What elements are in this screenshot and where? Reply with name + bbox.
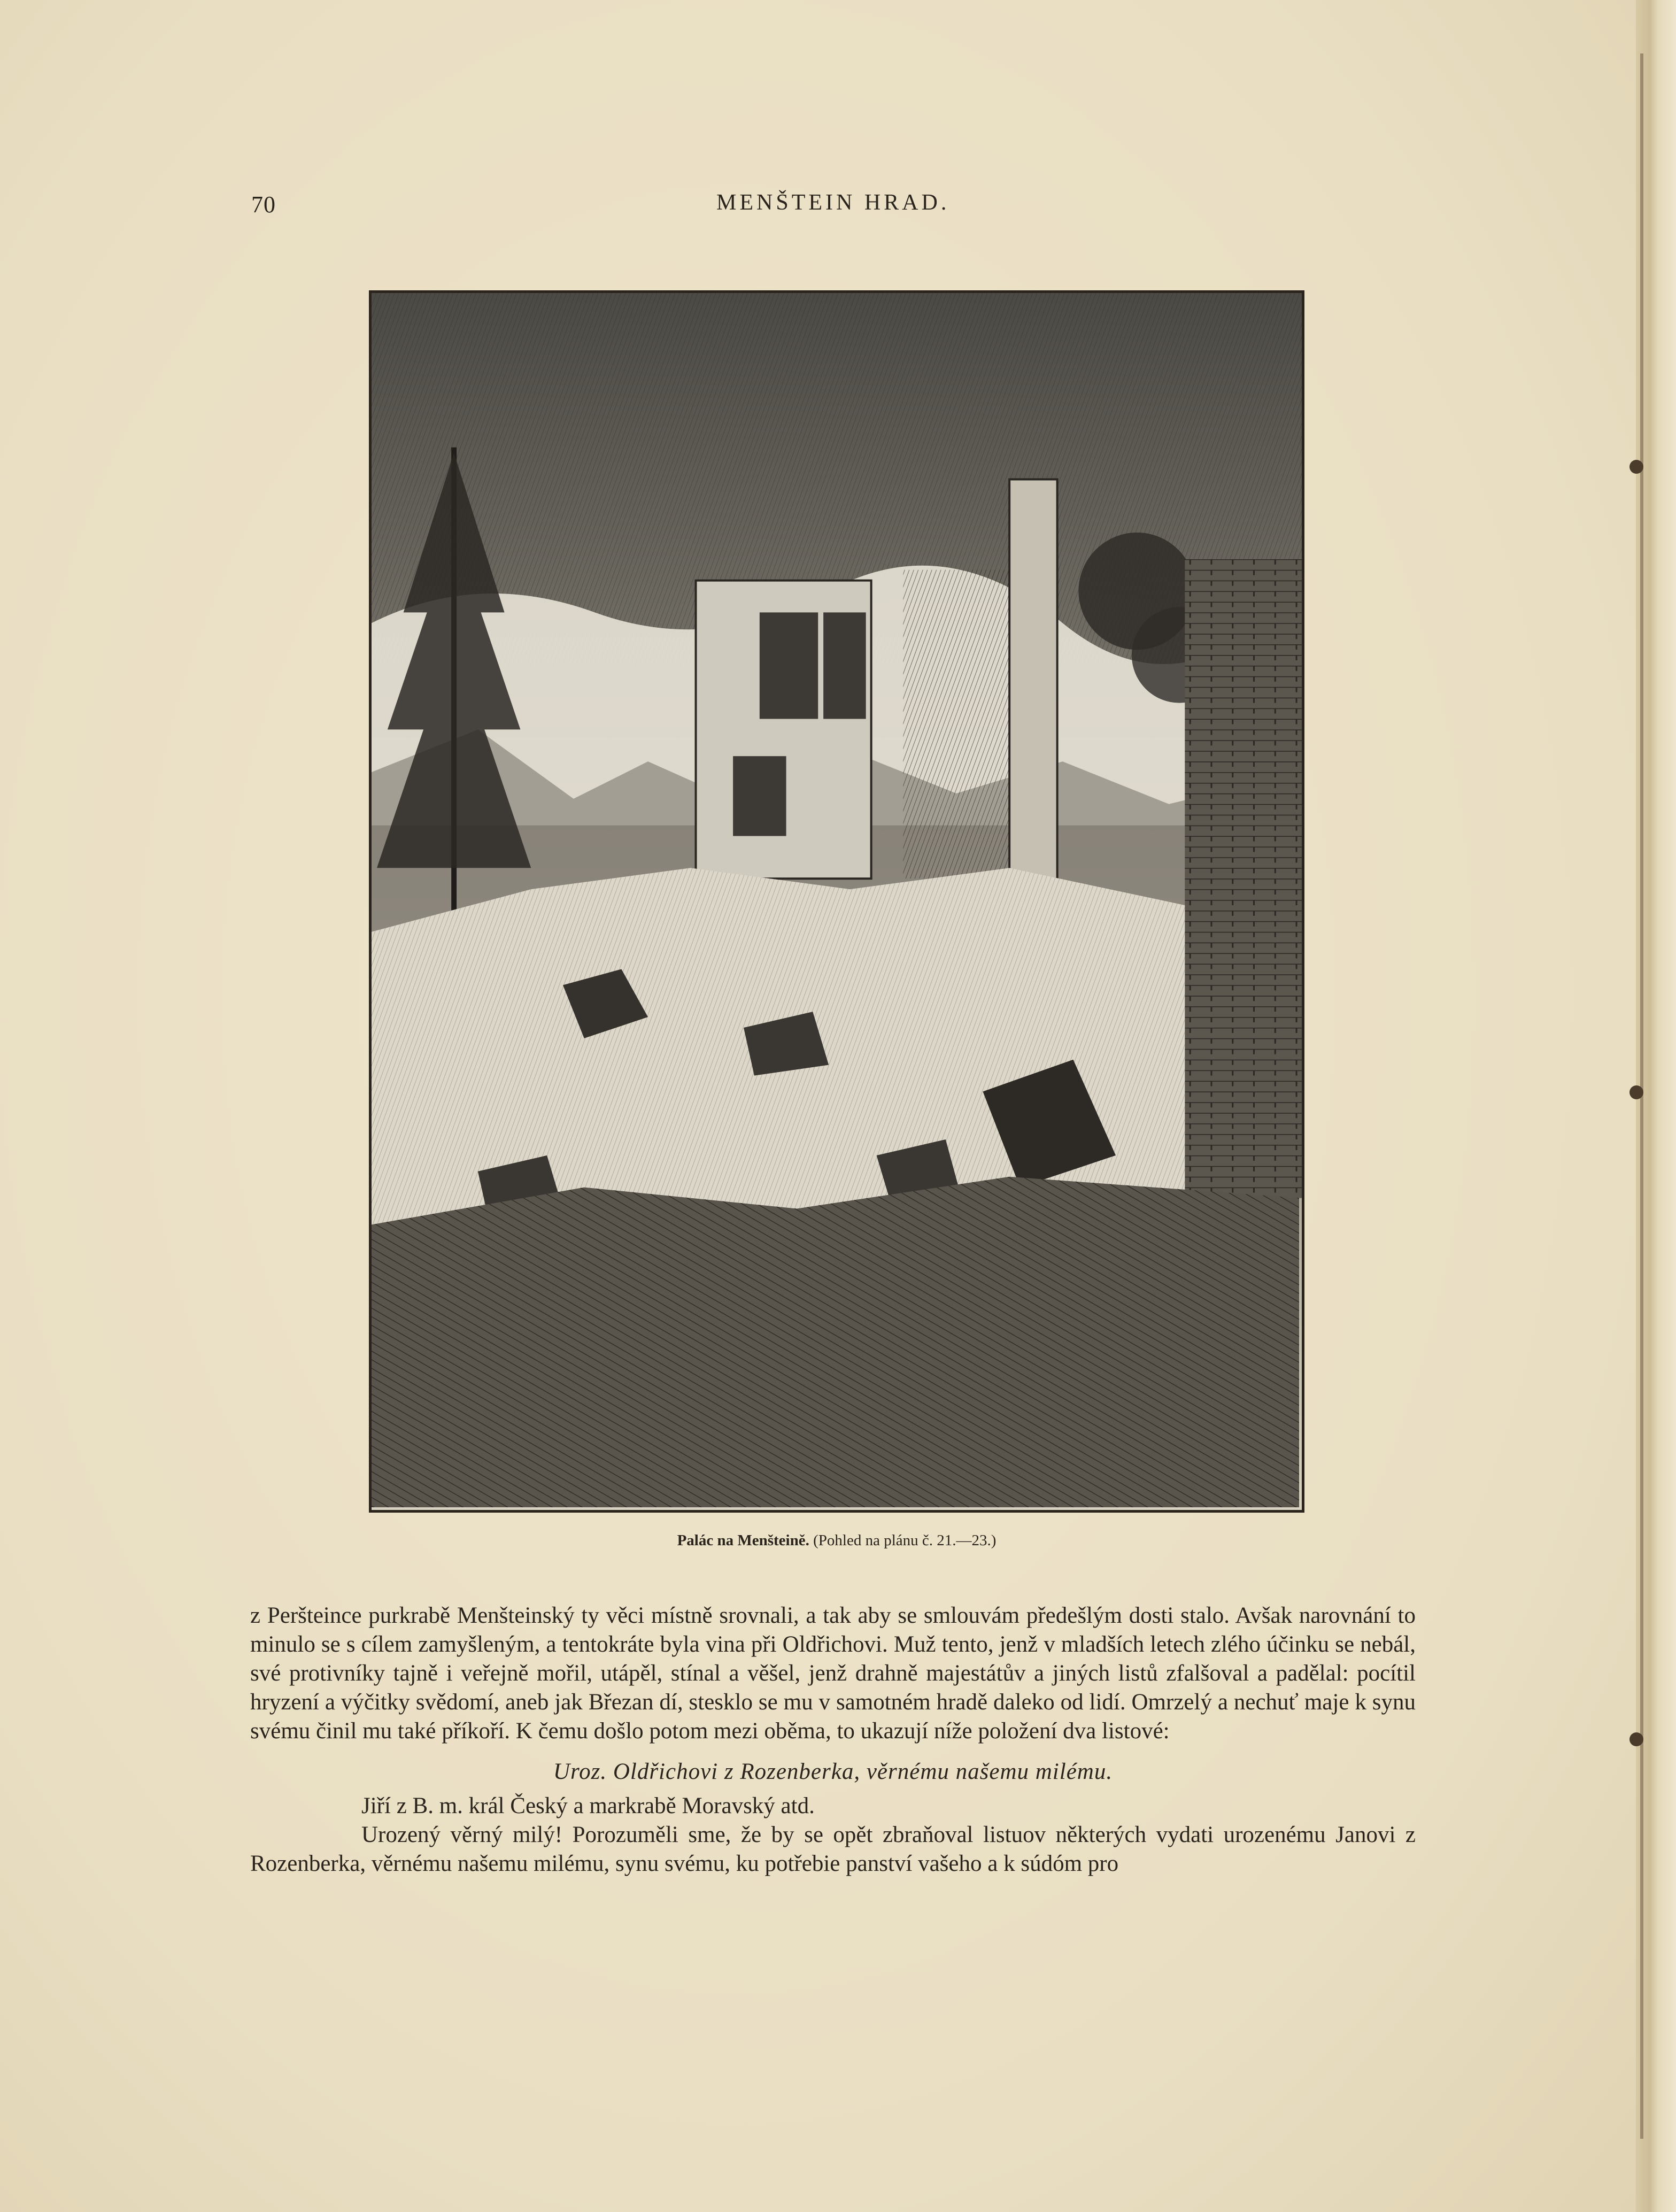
stone-wall <box>1185 559 1302 1198</box>
page-number: 70 <box>251 191 276 218</box>
binding-mark <box>1629 1085 1643 1099</box>
body-text <box>250 1601 1416 1878</box>
binding-mark <box>1629 1732 1643 1746</box>
letter-address: Uroz. Oldřichovi z Rozenberka, věrnému našemu milému. <box>553 1759 1113 1784</box>
castle-ruin-engraving <box>372 293 1302 1510</box>
caption-note: (Pohled na plánu č. 21.—23.) <box>813 1532 997 1549</box>
figure-caption <box>369 1532 1304 1550</box>
grass-foreground <box>372 1177 1299 1507</box>
running-title: MENŠTEIN HRAD. <box>716 190 950 215</box>
letter-sender: Jiří z B. m. král Český a markrabě Moravský atd. <box>361 1793 815 1818</box>
binding-mark <box>1629 460 1643 474</box>
paragraph: z Peršteince purkrabě Menšteinský ty věci místně srovnali, a tak aby se smlouvám předešlým dosti stalo. Avšak narovnání to minulo se s cílem zamyšleným, a tentokráte byla vina při Oldřichovi. Muž tento, jenž v mladších letech zlého účinku se nebál, své protivníky tajně i veřejně mořil, utápěl, stínal a věšel, jenž drahně majestátův a jiných listů zfalšoval a padělal: pocítil hryzení a výčitky svědomí, aneb jak Březan dí, stesklo se mu v samotném hradě daleko od lidí. Omrzelý a nechuť maje k synu svému činil mu také příkoří. K čemu došlo potom mezi oběma, to ukazují níže položení dva listové: <box>250 1603 1416 1744</box>
figure-illustration <box>369 290 1304 1513</box>
letter-text: Urozený věrný milý! Porozuměli sme, že by se opět zbraňoval listuov některých vydati urozenému Janovi z Rozenberka, věrnému našemu milému, synu svému, ku potřebie panství vašeho a k súdóm pro <box>250 1822 1416 1876</box>
caption-title: Palác na Menšteině. <box>677 1532 809 1549</box>
